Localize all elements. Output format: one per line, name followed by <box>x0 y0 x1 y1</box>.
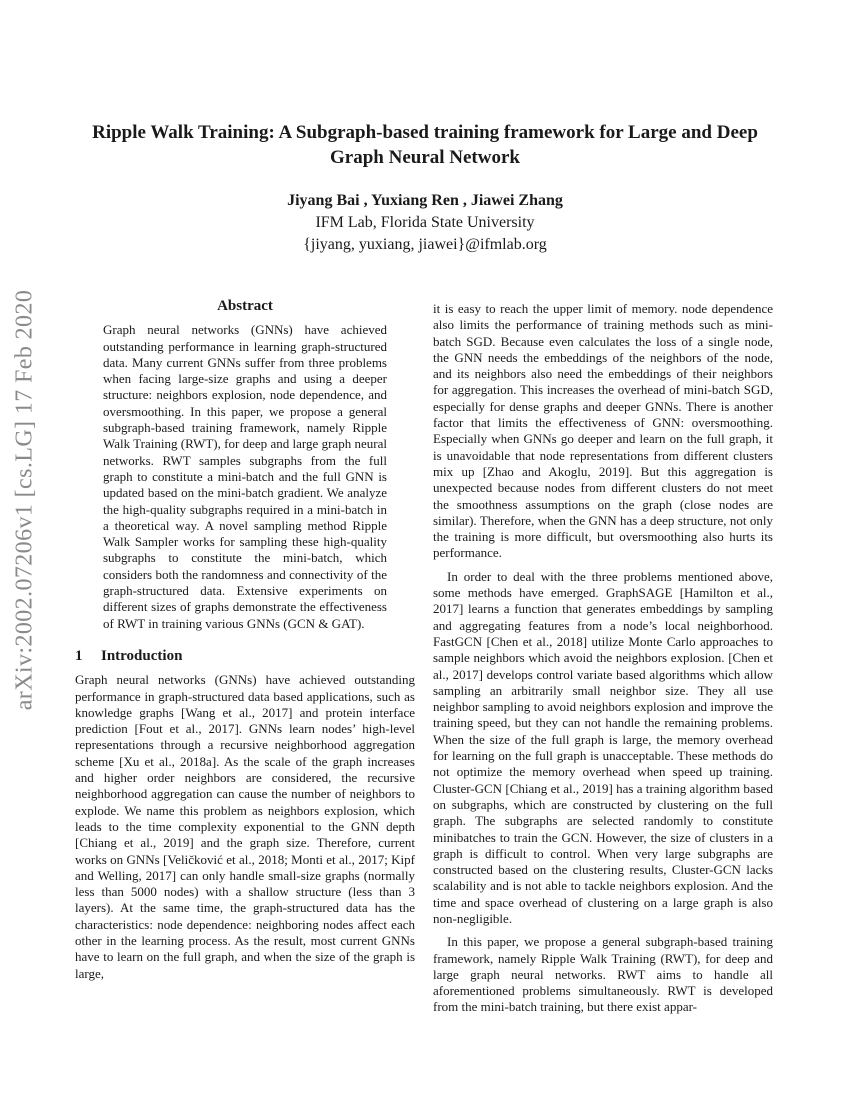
abstract-heading: Abstract <box>217 298 273 314</box>
email: {jiyang, yuxiang, jiawei}@ifmlab.org <box>303 236 547 253</box>
affiliation: IFM Lab, Florida State University <box>315 214 535 231</box>
right-column <box>433 301 773 1016</box>
left-column <box>75 298 415 982</box>
section-heading-introduction <box>75 648 415 664</box>
section-title: Introduction <box>101 647 183 664</box>
intro-paragraph-1-continued: it is easy to reach the upper limit of memory. node dependence also limits the performance of training methods such as mini-batch SGD. Because even calculates the loss of a single node, the GNN needs the embeddings of the neighbors of the node, and its neighbors also need the embeddings of their neighbors for aggregation. This increases the overhead of mini-batch SGD, especially for dense graphs and deeper GNNs. There is another factor that limits the effectiveness of GNN: oversmoothing. Especially when GNNs go deeper and learn on the full graph, it is unavoidable that node representations from different clusters mix up [Zhao and Akoglu, 2019]. But this aggregation is unexpected because nodes from different clusters do not meet the smoothness assumptions on the graph (close nodes are similar). Therefore, when the GNN has a deep structure, not only the training is more difficult, but oversmoothing also hurts its performance. <box>433 301 773 561</box>
title-line-1: Ripple Walk Training: A Subgraph-based training framework for Large and Deep <box>92 122 758 143</box>
section-number: 1 <box>75 647 83 664</box>
intro-paragraph-1: Graph neural networks (GNNs) have achieved outstanding performance in graph-structured data based applications, such as knowledge graphs [Wang et al., 2017] and protein interface prediction [Fout et al., 2017]. GNNs learn nodes’ high-level representations through a recursive neighborhood aggregation scheme [Xu et al., 2018a]. As the scale of the graph increases and higher order neighbors are considered, the recursive neighborhood aggregation can cause the number of neighbors to explode. We name this problem as neighbors explosion, which leads to the time complexity exponential to the GNN depth [Chiang et al., 2019] and the graph size. Therefore, current works on GNNs [Veličković et al., 2018; Monti et al., 2017; Kipf and Welling, 2017] can only handle small-size graphs (normally less than 5000 nodes) with a shallow structure (less than 3 layers). At the same time, the graph-structured data has the characteristics: node dependence: neighboring nodes affect each other in the learning process. As the result, most current GNNs have to learn on the full graph, and when the size of the graph is large, <box>75 672 415 981</box>
title-line-2: Graph Neural Network <box>330 147 520 168</box>
abstract-text: Graph neural networks (GNNs) have achieved outstanding performance in learning graph-structured data. Many current GNNs suffer from three problems when facing large-size graphs and using a deeper structure: neighbors explosion, node dependence, and oversmoothing. In this paper, we propose a general subgraph-based training framework, namely Ripple Walk Training (RWT), for deep and large graph neural networks. RWT samples subgraphs from the full graph to constitute a mini-batch and the full GNN is updated based on the mini-batch gradient. We analyze the high-quality subgraphs required in a mini-batch in a theoretical way. A novel sampling method Ripple Walk Sampler works for sampling these high-quality subgraphs to constitute the mini-batch, which considers both the randomness and connectivity of the graph-structured data. Extensive experiments on different sizes of graphs demonstrate the effectiveness of RWT in training various GNNs (GCN & GAT). <box>103 322 387 631</box>
arxiv-sidebar <box>5 289 45 711</box>
intro-paragraph-3: In this paper, we propose a general subgraph-based training framework, namely Ripple Walk Training (RWT), for deep and large graph neural networks. RWT aims to handle all aforementioned problems simultaneously. RWT is developed from the mini-batch training, but there exist appar- <box>433 934 773 1015</box>
author-names: Jiyang Bai , Yuxiang Ren , Jiawei Zhang <box>287 192 563 209</box>
arxiv-identifier: arXiv:2002.07206v1 [cs.LG] 17 Feb 2020 <box>11 289 38 711</box>
intro-paragraph-2: In order to deal with the three problems mentioned above, some methods have emerged. GraphSAGE [Hamilton et al., 2017] learns a function that generates embeddings by sampling and aggregating features from a node’s local neighborhood. FastGCN [Chen et al., 2018] utilize Monte Carlo approaches to sample neighbors which avoid the neighbors explosion. [Chen et al., 2017] develops control variate based algorithms which allow sampling an arbitrarily small neighbor size. They all use neighbor sampling to avoid neighbors explosion and improve the training speed, but they can not handle the remaining problems. When the size of the full graph is large, the memory overhead for learning on the full graph is unacceptable. These methods do not optimize the memory overhead when speed up training. Cluster-GCN [Chiang et al., 2019] has a training algorithm based on subgraphs, which are constructed by clustering on the full graph. The subgraphs are selected randomly to constitute minibatches to train the GCN. However, the size of clusters in a graph is difficult to control. When very large subgraphs are constructed based on the clustering results, Cluster-GCN lacks scalability and is not able to tackle neighbors explosion. And the time and space overhead of clustering on a large graph is also non-negligible. <box>433 568 773 926</box>
author-block <box>60 190 790 256</box>
paper-title <box>60 120 790 170</box>
